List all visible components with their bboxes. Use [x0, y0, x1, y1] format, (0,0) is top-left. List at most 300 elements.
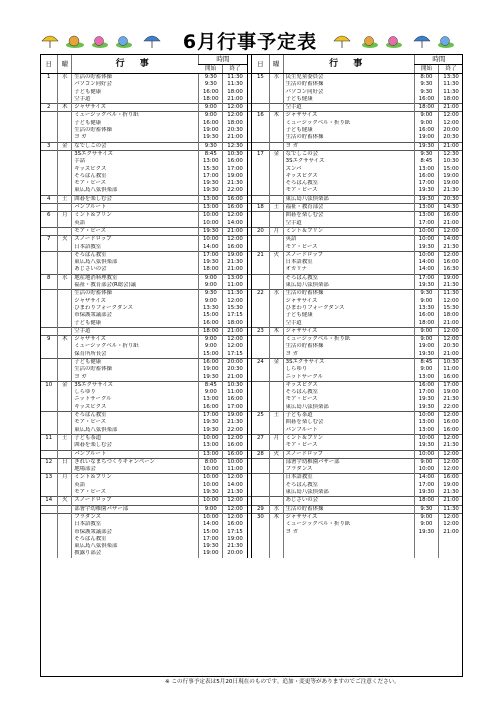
weekday-cell — [269, 266, 283, 274]
start-time: 19:30 — [199, 419, 223, 426]
end-time: 11:30 — [439, 505, 463, 513]
day-cell — [251, 529, 269, 536]
event-name: 地産地消料理教室 — [72, 274, 199, 282]
day-cell — [40, 389, 58, 396]
table-row — [40, 187, 463, 195]
event-name: パソコン同好会 — [283, 89, 414, 96]
end-time: 12:00 — [223, 513, 247, 521]
start-time: 18:00 — [199, 327, 223, 335]
end-time: 12:00 — [439, 227, 463, 235]
start-time: 10:00 — [199, 220, 223, 228]
table-row — [40, 374, 463, 382]
end-time: 20:30 — [223, 366, 247, 373]
start-time: 15:00 — [199, 529, 223, 536]
weekday-cell — [58, 204, 72, 212]
header-time: 時間 — [199, 54, 248, 65]
event-name: 東広島八弦倶楽部 — [283, 195, 414, 203]
event-name: パソコン同好会 — [72, 81, 199, 88]
start-time: 19:30 — [199, 259, 223, 266]
day-cell: 25 — [251, 412, 269, 420]
weekday-cell — [58, 396, 72, 403]
end-time: 21:30 — [439, 442, 463, 450]
event-name: 手話 — [72, 158, 199, 165]
day-cell — [251, 173, 269, 180]
day-cell — [251, 212, 269, 220]
start-time: 17:00 — [199, 412, 223, 420]
event-name: そろばん教室 — [72, 536, 199, 543]
weekday-cell: 火 — [269, 450, 283, 458]
event-name: ジャザサイズ — [72, 298, 199, 305]
weekday-cell — [58, 89, 72, 96]
table-row — [40, 274, 463, 282]
weekday-cell — [58, 450, 72, 458]
start-time: 18:00 — [199, 266, 223, 274]
day-cell — [40, 204, 58, 212]
end-time: 10:30 — [439, 158, 463, 165]
end-time: 18:00 — [439, 96, 463, 104]
end-time: 19:00 — [439, 274, 463, 282]
start-time: 10:00 — [199, 497, 223, 505]
weekday-cell — [269, 282, 283, 290]
end-time: 21:00 — [439, 351, 463, 359]
event-name: そろばん教室 — [283, 274, 414, 282]
table-row — [40, 195, 463, 203]
table-row — [40, 550, 463, 557]
weekday-cell — [269, 351, 283, 359]
snail-icon — [92, 37, 108, 49]
table-row — [40, 404, 463, 412]
end-time: 12:00 — [223, 434, 247, 442]
weekday-cell — [58, 550, 72, 557]
end-time: 11:30 — [223, 81, 247, 88]
weekday-cell — [269, 81, 283, 88]
event-name: しらゆり — [283, 366, 414, 373]
day-cell — [251, 366, 269, 373]
weekday-cell — [58, 166, 72, 173]
event-name: ジャザサイズ — [283, 298, 414, 305]
day-cell — [40, 412, 58, 420]
event-name: 空手道 — [283, 220, 414, 228]
weekday-cell — [58, 419, 72, 426]
day-cell — [251, 374, 269, 382]
start-time: 9:00 — [199, 298, 223, 305]
end-time: 12:00 — [439, 450, 463, 458]
end-time: 16:00 — [439, 474, 463, 482]
start-time: 17:00 — [414, 274, 438, 282]
event-name: 子ども健康 — [72, 358, 199, 366]
start-time: 8:45 — [414, 158, 438, 165]
start-time: 10:00 — [414, 236, 438, 244]
weekday-cell — [58, 290, 72, 298]
event-name: 披露り部会 — [72, 550, 199, 557]
day-cell — [40, 180, 58, 187]
weekday-cell — [269, 96, 283, 104]
start-time: 19:30 — [414, 529, 438, 536]
end-time: 16:00 — [439, 374, 463, 382]
end-time: 17:00 — [223, 166, 247, 173]
event-name: スノードロップ — [283, 251, 414, 259]
weekday-cell — [269, 104, 283, 112]
weekday-cell: 水 — [269, 290, 283, 298]
event-name: 子ども健康 — [283, 127, 414, 134]
weekday-cell — [269, 236, 283, 244]
event-name: 保育所所長会 — [72, 351, 199, 359]
event-name: 部署宇幼稚園バザー部 — [72, 505, 199, 513]
day-cell — [40, 374, 58, 382]
day-cell — [40, 134, 58, 142]
day-cell: 20 — [251, 227, 269, 235]
end-time: 16:00 — [223, 396, 247, 403]
end-time: 11:00 — [223, 282, 247, 290]
event-name: ヨ ガ — [283, 529, 414, 536]
end-time: 12:00 — [439, 434, 463, 442]
start-time: 14:00 — [414, 474, 438, 482]
empty-cell — [269, 536, 283, 543]
end-time: 12:00 — [223, 474, 247, 482]
day-cell — [251, 396, 269, 403]
day-cell — [40, 327, 58, 335]
weekday-cell — [58, 513, 72, 521]
end-time: 22:00 — [439, 404, 463, 412]
weekday-cell — [269, 336, 283, 344]
event-name: 子ども健康 — [283, 96, 414, 104]
end-time: 12:00 — [439, 521, 463, 528]
start-time: 9:00 — [199, 343, 223, 350]
day-cell — [251, 336, 269, 344]
header-end: 終了 — [439, 65, 463, 74]
start-time: 19:30 — [414, 142, 438, 150]
weekday-cell: 金 — [269, 150, 283, 158]
event-name: 生活の貯蓄体操 — [283, 290, 414, 298]
table-row — [40, 419, 463, 426]
start-time: 10:00 — [199, 236, 223, 244]
day-cell — [40, 112, 58, 120]
weekday-cell — [58, 173, 72, 180]
table-row — [40, 427, 463, 435]
event-name: ヨ ガ — [72, 134, 199, 142]
table-row — [40, 134, 463, 142]
day-cell — [251, 180, 269, 187]
start-time: 17:00 — [199, 536, 223, 543]
end-time: 15:00 — [439, 166, 463, 173]
day-cell — [40, 529, 58, 536]
start-time: 19:00 — [414, 134, 438, 142]
weekday-cell — [269, 366, 283, 373]
start-time: 9:00 — [199, 505, 223, 513]
start-time: 9:00 — [199, 282, 223, 290]
start-time: 10:00 — [414, 434, 438, 442]
start-time: 19:30 — [199, 543, 223, 550]
snail-icon — [66, 36, 84, 48]
day-cell: 28 — [251, 450, 269, 458]
weekday-cell: 土 — [269, 204, 283, 212]
event-name: モア・ピース — [283, 442, 414, 450]
start-time: 16:00 — [414, 96, 438, 104]
end-time: 16:30 — [439, 266, 463, 274]
day-cell: 23 — [251, 327, 269, 335]
start-time: 19:30 — [414, 404, 438, 412]
table-row — [40, 396, 463, 403]
event-name: 生活の貯蓄体操 — [283, 134, 414, 142]
weekday-cell — [58, 120, 72, 127]
empty-cell — [251, 543, 269, 550]
empty-cell — [283, 536, 414, 543]
end-time: 12:00 — [223, 336, 247, 344]
event-name: ミュージックベル・折り紙 — [283, 120, 414, 127]
event-name: そろばん教室 — [72, 412, 199, 420]
end-time: 21:00 — [439, 529, 463, 536]
event-name: 英語 — [283, 236, 414, 244]
day-cell — [251, 142, 269, 150]
start-time: 19:30 — [199, 374, 223, 382]
weekday-cell — [269, 482, 283, 489]
event-name: そろばん教室 — [283, 482, 414, 489]
day-cell — [40, 120, 58, 127]
start-time: 19:30 — [199, 427, 223, 435]
day-cell — [40, 166, 58, 173]
table-row — [40, 521, 463, 528]
day-cell: 2 — [40, 104, 58, 112]
day-cell — [251, 195, 269, 203]
weekday-cell — [269, 389, 283, 396]
event-name: なでしこの会 — [72, 142, 199, 150]
start-time: 16:00 — [414, 173, 438, 180]
day-cell — [251, 458, 269, 466]
day-cell — [40, 227, 58, 235]
end-time: 12:00 — [439, 513, 463, 521]
event-name: ミント＆プリン — [72, 212, 199, 220]
end-time: 17:00 — [223, 404, 247, 412]
weekday-cell — [58, 187, 72, 195]
weekday-cell: 木 — [269, 112, 283, 120]
weekday-cell — [269, 244, 283, 252]
end-time: 20:00 — [223, 550, 247, 557]
weekday-cell: 木 — [58, 104, 72, 112]
day-cell — [251, 120, 269, 127]
end-time: 12:00 — [223, 112, 247, 120]
start-time: 19:30 — [414, 489, 438, 497]
end-time: 12:00 — [223, 497, 247, 505]
event-name: ニットサークル — [72, 396, 199, 403]
header-weekday: 曜 — [269, 54, 283, 74]
day-cell — [40, 81, 58, 88]
start-time: 19:30 — [199, 134, 223, 142]
start-time: 13:00 — [199, 450, 223, 458]
weekday-cell — [269, 120, 283, 127]
day-cell — [40, 173, 58, 180]
table-row — [40, 327, 463, 335]
event-name: 日本語教室 — [283, 474, 414, 482]
end-time: 12:00 — [439, 251, 463, 259]
end-time: 21:30 — [439, 244, 463, 252]
table-row — [40, 142, 463, 150]
day-cell — [251, 158, 269, 165]
start-time: 16:00 — [414, 381, 438, 389]
header-weekday: 曜 — [58, 54, 72, 74]
day-cell — [40, 343, 58, 350]
weekday-cell: 土 — [58, 434, 72, 442]
start-time: 10:00 — [414, 450, 438, 458]
end-time: 19:00 — [439, 482, 463, 489]
event-name: ズンバ — [283, 166, 414, 173]
weekday-cell — [58, 180, 72, 187]
start-time: 13:00 — [414, 212, 438, 220]
event-name: モア・ピース — [72, 419, 199, 426]
weekday-cell — [58, 505, 72, 513]
weekday-cell — [58, 150, 72, 158]
end-time: 12:00 — [439, 412, 463, 420]
weekday-cell: 木 — [58, 336, 72, 344]
end-time: 12:00 — [223, 343, 247, 350]
weekday-cell — [58, 358, 72, 366]
event-name: モア・ピース — [283, 244, 414, 252]
event-name: きれいなまちづくりキャンペーン — [72, 458, 199, 466]
event-name: ジャザサイズ — [283, 327, 414, 335]
start-time: 9:00 — [414, 513, 438, 521]
day-cell — [40, 366, 58, 373]
day-cell — [40, 489, 58, 497]
end-time: 16:00 — [223, 195, 247, 203]
table-row — [40, 305, 463, 312]
end-time: 21:30 — [439, 396, 463, 403]
weekday-cell — [269, 142, 283, 150]
weekday-cell — [269, 404, 283, 412]
start-time: 13:00 — [199, 195, 223, 203]
start-time: 19:30 — [414, 282, 438, 290]
start-time: 19:30 — [414, 351, 438, 359]
header-start: 開始 — [199, 65, 223, 74]
day-cell — [40, 305, 58, 312]
weekday-cell — [269, 381, 283, 389]
end-time: 12:00 — [223, 505, 247, 513]
day-cell — [251, 236, 269, 244]
end-time: 11:30 — [439, 89, 463, 96]
empty-cell — [269, 543, 283, 550]
event-name: 囲碁を楽しむ会 — [72, 195, 199, 203]
end-time: 11:00 — [223, 389, 247, 396]
start-time: 14:00 — [199, 521, 223, 528]
weekday-cell — [269, 89, 283, 96]
start-time: 8:45 — [199, 150, 223, 158]
start-time: 17:00 — [199, 251, 223, 259]
event-name: 生活の貯蓄体操 — [72, 74, 199, 82]
event-name: ジャザサイズ — [283, 112, 414, 120]
day-cell — [251, 220, 269, 228]
weekday-cell — [58, 404, 72, 412]
event-name: 生活の貯蓄体操 — [283, 81, 414, 88]
weekday-cell — [269, 419, 283, 426]
end-time: 12:00 — [439, 336, 463, 344]
end-time: 12:00 — [439, 298, 463, 305]
day-cell — [40, 220, 58, 228]
end-time: 11:30 — [439, 290, 463, 298]
start-time: 9:00 — [414, 298, 438, 305]
schedule-body — [40, 74, 463, 558]
weekday-cell — [269, 312, 283, 319]
schedule-table — [40, 54, 463, 558]
start-time: 17:00 — [414, 482, 438, 489]
start-time: 14:00 — [414, 259, 438, 266]
end-time: 20:30 — [439, 134, 463, 142]
day-cell — [40, 427, 58, 435]
day-cell — [40, 298, 58, 305]
start-time: 9:00 — [199, 112, 223, 120]
table-row — [40, 434, 463, 442]
event-name: スノードロップ — [283, 450, 414, 458]
day-cell — [40, 158, 58, 165]
table-row — [40, 282, 463, 290]
day-cell — [40, 266, 58, 274]
day-cell — [251, 274, 269, 282]
day-cell — [40, 282, 58, 290]
day-cell — [40, 550, 58, 557]
event-name: そろばん教室 — [72, 251, 199, 259]
end-time: 19:00 — [439, 173, 463, 180]
day-cell — [40, 442, 58, 450]
end-time: 12:00 — [439, 466, 463, 474]
empty-cell — [414, 550, 438, 557]
event-name: 空手道 — [72, 96, 199, 104]
start-time: 17:00 — [199, 173, 223, 180]
table-row — [40, 166, 463, 173]
start-time: 8:45 — [199, 381, 223, 389]
table-row — [40, 259, 463, 266]
start-time: 19:30 — [414, 442, 438, 450]
weekday-cell — [269, 212, 283, 220]
day-cell — [251, 419, 269, 426]
end-time: 12:00 — [223, 236, 247, 244]
start-time: 13:00 — [199, 396, 223, 403]
header-event: 行 事 — [72, 54, 199, 74]
empty-cell — [251, 550, 269, 557]
event-name: スノードロップ — [72, 236, 199, 244]
event-name: 空手道 — [72, 327, 199, 335]
start-time: 9:00 — [199, 274, 223, 282]
event-name: 生活の貯蓄体操 — [283, 505, 414, 513]
event-name: ミント＆プリン — [283, 227, 414, 235]
event-name: ミント＆プリン — [72, 474, 199, 482]
event-name: オカリナ — [283, 266, 414, 274]
table-row — [40, 389, 463, 396]
end-time: 21:00 — [439, 320, 463, 328]
start-time: 9:00 — [414, 458, 438, 466]
end-time: 11:30 — [223, 290, 247, 298]
table-row — [40, 381, 463, 389]
start-time: 10:00 — [199, 513, 223, 521]
start-time: 15:00 — [199, 351, 223, 359]
weekday-cell — [269, 529, 283, 536]
header-day: 日 — [40, 54, 58, 74]
event-name: 生活の貯蓄体操 — [283, 343, 414, 350]
start-time: 10:00 — [199, 212, 223, 220]
weekday-cell — [58, 536, 72, 543]
weekday-cell — [269, 458, 283, 466]
event-name: ミュージックベル・折り紙 — [283, 336, 414, 344]
weekday-cell — [58, 81, 72, 88]
event-name: 英語 — [72, 482, 199, 489]
weekday-cell — [58, 251, 72, 259]
start-time: 17:00 — [414, 180, 438, 187]
event-name: モア・ピース — [72, 180, 199, 187]
table-row — [40, 150, 463, 158]
start-time: 9:30 — [414, 290, 438, 298]
start-time: 16:00 — [199, 89, 223, 96]
empty-cell — [414, 536, 438, 543]
table-row — [40, 236, 463, 244]
weekday-cell — [58, 112, 72, 120]
day-cell — [251, 521, 269, 528]
end-time: 16:00 — [223, 204, 247, 212]
